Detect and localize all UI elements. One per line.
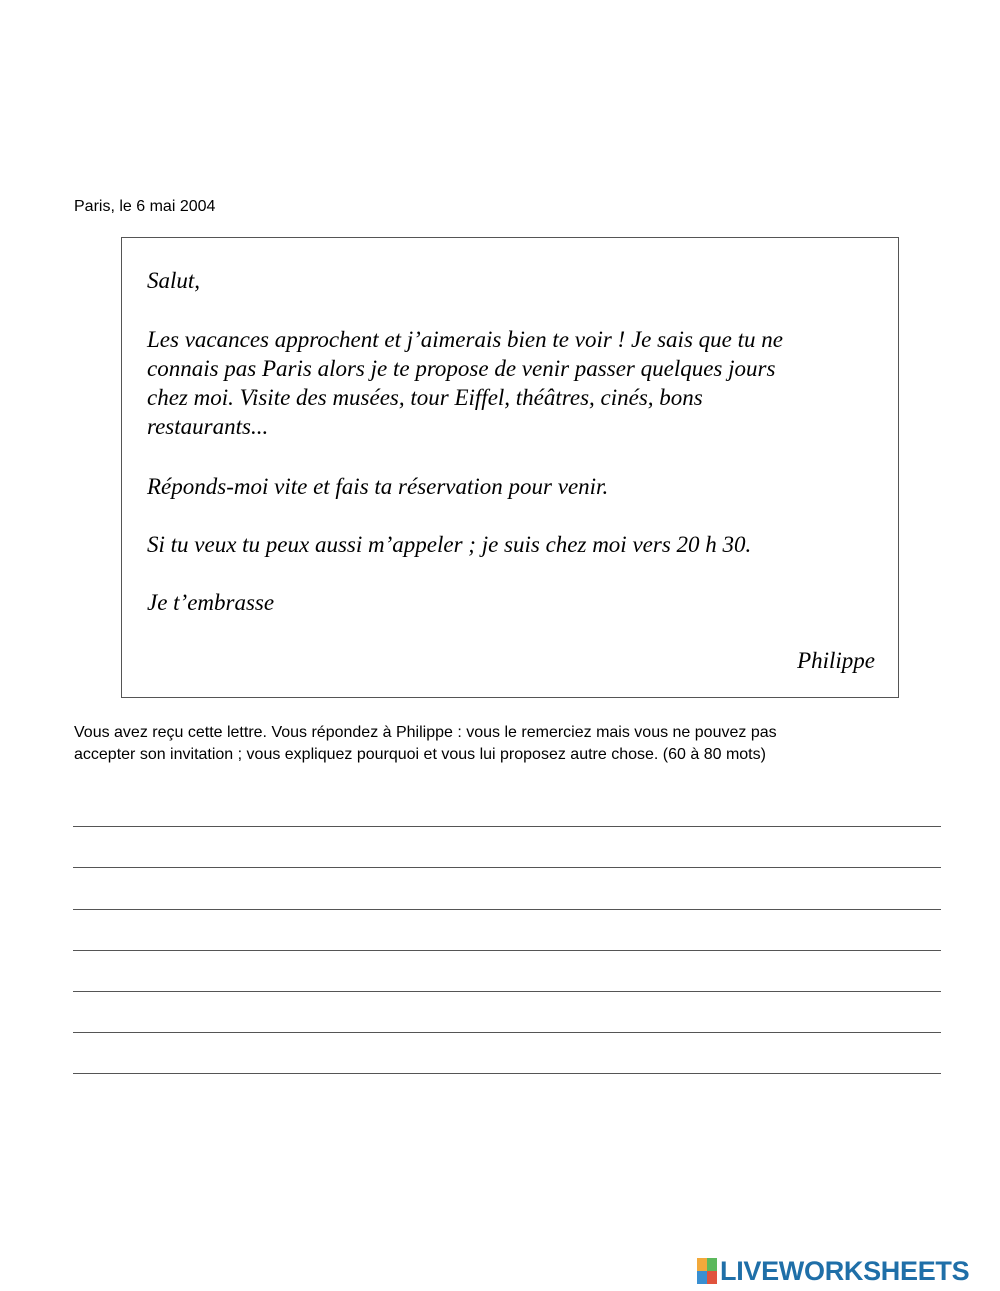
letter-box [121,237,899,698]
answer-line-5[interactable] [73,991,941,992]
letter-paragraph-line: restaurants... [147,414,269,439]
letter-greeting: Salut, [147,268,201,293]
logo-text: LIVEWORKSHEETS [720,1256,970,1286]
answer-line-6[interactable] [73,1032,941,1033]
answer-line-2[interactable] [73,867,941,868]
liveworksheets-logo-icon [697,1258,717,1284]
instruction-line: accepter son invitation ; vous expliquez pourquoi et vous lui proposez autre chose. (60 à 80 mots) [74,746,766,763]
letter-paragraph-line: chez moi. Visite des musées, tour Eiffel, théâtres, cinés, bons [147,385,703,410]
letter-paragraph: Réponds-moi vite et fais ta réservation pour venir. [147,474,609,499]
letter-paragraph-line: Les vacances approchent et j’aimerais bien te voir ! Je sais que tu ne [147,327,783,352]
letter-signature: Philippe [797,648,875,673]
answer-line-4[interactable] [73,950,941,951]
liveworksheets-logo [697,1257,969,1285]
letter-closing: Je t’embrasse [147,590,275,615]
letter-paragraph-line: connais pas Paris alors je te propose de venir passer quelques jours [147,356,776,381]
answer-line-3[interactable] [73,909,941,910]
letter-date: Paris, le 6 mai 2004 [74,198,216,215]
answer-line-7[interactable] [73,1073,941,1074]
instruction-line: Vous avez reçu cette lettre. Vous répondez à Philippe : vous le remerciez mais vous ne pouvez pas [74,724,777,741]
letter-paragraph: Si tu veux tu peux aussi m’appeler ; je suis chez moi vers 20 h 30. [147,532,752,557]
answer-line-1[interactable] [73,826,941,827]
